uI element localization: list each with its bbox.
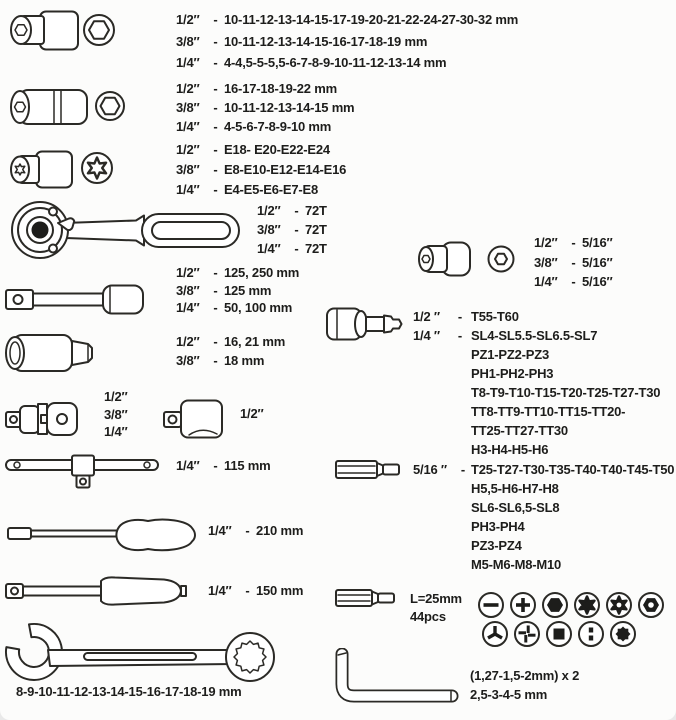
specs-bits-short <box>410 589 462 625</box>
drive-size: 1/4″ <box>176 458 200 473</box>
spec-line <box>471 402 660 421</box>
bit-short-illustration <box>334 588 402 608</box>
drive-size: 1/2″ <box>176 141 200 157</box>
spec-value: SL6-SL6,5-SL8 <box>471 500 560 515</box>
drive-size: 3/8″ <box>176 282 200 298</box>
socket-deep-illustration <box>8 86 90 128</box>
separator: - <box>571 274 576 290</box>
drive-size: 3/8″ <box>176 33 200 49</box>
spec-line <box>413 326 660 345</box>
spec-line <box>471 517 674 536</box>
spec-line <box>257 239 327 258</box>
square-bit-icon <box>547 622 571 646</box>
drive-size: 1/4″ <box>104 424 128 440</box>
separator: - <box>213 33 218 49</box>
hex-socket-face-icon <box>94 90 126 122</box>
spec-line <box>470 685 579 704</box>
spark-plug-socket-illustration <box>4 331 96 375</box>
spec-line <box>176 98 354 117</box>
separator: - <box>213 141 218 157</box>
spec-value: E18- E20-E22-E24 <box>224 141 330 157</box>
spec-line <box>176 299 299 317</box>
separator: - <box>294 203 299 218</box>
spec-line <box>208 581 303 600</box>
spec-value: 125 mm <box>224 282 272 298</box>
spec-line <box>176 9 518 31</box>
spanner-bit-icon <box>579 622 603 646</box>
drive-size: 1/4″ <box>176 300 200 316</box>
spec-value: H3-H4-H5-H6 <box>471 442 549 457</box>
wrench-sizes-label: 8-9-10-11-12-13-14-15-16-17-18-19 mm <box>16 684 242 699</box>
separator: - <box>213 161 218 177</box>
spec-value: TT25-TT27-TT30 <box>471 423 568 438</box>
spec-value: PH3-PH4 <box>471 519 525 534</box>
specs-universal-joint <box>104 388 128 441</box>
drive-size: 1/2″ <box>257 203 281 218</box>
drive-size: 3/8″ <box>176 161 200 177</box>
spec-line <box>534 233 613 253</box>
spec-value: E4-E5-E6-E7-E8 <box>224 181 319 197</box>
spec-value: 72T <box>305 203 327 218</box>
spec-line <box>471 440 660 459</box>
spec-line <box>176 139 346 159</box>
spec-value: PZ3-PZ4 <box>471 538 522 553</box>
spec-line <box>471 555 674 574</box>
spec-value: 4-5-6-7-8-9-10 mm <box>224 119 332 134</box>
hex-key-sizes: (1,27-1,5-2mm) x 2 <box>470 668 580 683</box>
specs-sockets-e <box>176 139 346 199</box>
spec-value: E8-E10-E12-E14-E16 <box>224 161 347 177</box>
spec-line <box>534 253 613 273</box>
drive-size: 3/8″ <box>104 406 128 422</box>
spec-value: T8-T9-T10-T15-T20-T25-T27-T30 <box>471 385 661 400</box>
spec-value: 10-11-12-13-14-15-17-19-20-21-22-24-27-30-32 mm <box>224 12 519 28</box>
specs-bit-sockets <box>413 307 660 459</box>
hex-security-bit-icon <box>639 593 663 617</box>
specs-hex-keys <box>470 666 579 704</box>
spec-line <box>410 589 462 607</box>
phillips-bit-icon <box>511 593 535 617</box>
separator: - <box>213 334 218 349</box>
spec-line <box>176 117 354 136</box>
spec-value: 5/16″ <box>582 235 613 251</box>
separator: - <box>571 254 576 270</box>
adapter-socket-illustration <box>416 240 474 278</box>
drive-size: 1/4″ <box>176 119 200 134</box>
bit-count: 44pcs <box>410 608 446 624</box>
socket-e-type-illustration <box>8 149 76 191</box>
specs-spark-plug <box>176 332 285 370</box>
specs-sockets-standard <box>176 9 518 74</box>
spec-value: 16, 21 mm <box>224 334 286 349</box>
bit-face-icons <box>476 590 668 650</box>
drive-size: 3/8″ <box>257 222 281 237</box>
spec-line <box>104 406 128 424</box>
spec-line <box>471 345 660 364</box>
torx-security-bit-icon <box>607 593 631 617</box>
specs-flex-handle <box>208 581 303 600</box>
spec-value: 5/16″ <box>582 274 613 290</box>
spec-value: SL4-SL5.5-SL6.5-SL7 <box>471 328 598 343</box>
drive-size: 1/2″ <box>104 389 128 405</box>
spec-line <box>413 307 660 326</box>
spec-line <box>413 460 674 479</box>
spec-line <box>104 388 128 406</box>
sliding-t-bar-illustration <box>4 454 162 492</box>
spec-line <box>176 456 271 475</box>
separator: - <box>213 353 218 368</box>
hex-bit-icon <box>543 593 567 617</box>
spec-value: 16-17-18-19-22 mm <box>224 81 337 96</box>
drive-size: 1/2″ <box>534 235 558 251</box>
hex-bit-face-icon <box>487 245 515 273</box>
drive-size: 1/2″ <box>240 406 264 421</box>
flex-handle-illustration <box>4 572 188 610</box>
separator: - <box>457 309 463 324</box>
specs-ratchets <box>257 201 327 258</box>
drive-adapter-illustration <box>162 398 226 440</box>
hex-socket-face-icon <box>82 13 116 47</box>
spec-value: 72T <box>305 222 327 237</box>
specs-sockets-deep <box>176 79 354 136</box>
specs-bits-5-16 <box>413 460 674 574</box>
spec-line <box>257 201 327 220</box>
drive-size: 1/4 ″ <box>413 328 440 343</box>
bit-socket-illustration <box>325 306 405 342</box>
spec-value: 72T <box>305 241 327 256</box>
spec-value: 210 mm <box>256 523 304 538</box>
drive-size: 1/4″ <box>176 181 200 197</box>
bit-length: L=25mm <box>410 590 462 606</box>
spec-value: 115 mm <box>224 458 271 473</box>
ratchet-illustration <box>8 199 242 262</box>
separator: - <box>213 265 218 281</box>
spec-line <box>176 179 346 199</box>
drive-size: 1/2″ <box>176 334 200 349</box>
spec-value: 50, 100 mm <box>224 300 293 316</box>
drive-size: 3/8″ <box>176 353 200 368</box>
slotted-bit-icon <box>479 593 503 617</box>
specs-screwdriver <box>208 521 303 540</box>
spec-value: 150 mm <box>256 583 304 598</box>
separator: - <box>457 328 463 343</box>
specs-adapter <box>240 404 264 423</box>
spec-line <box>534 272 613 292</box>
separator: - <box>294 222 299 237</box>
combination-wrench-illustration <box>4 622 292 684</box>
drive-size: 1/4″ <box>534 274 558 290</box>
separator: - <box>213 81 218 96</box>
spec-line <box>176 79 354 98</box>
spec-line <box>257 220 327 239</box>
spec-value: 10-11-12-13-14-15 mm <box>224 100 355 115</box>
specs-adapter-sockets <box>534 233 613 292</box>
separator: - <box>213 12 218 28</box>
drive-size: 1/2″ <box>176 12 200 28</box>
drive-size: 1/2 ″ <box>413 309 440 324</box>
tri-wing-bit-icon <box>483 622 507 646</box>
torx-socket-face-icon <box>80 151 114 185</box>
separator: - <box>571 235 576 251</box>
socket-standard-illustration <box>8 10 80 52</box>
separator: - <box>294 241 299 256</box>
torx-bit-icon <box>575 593 599 617</box>
specs-extensions <box>176 264 299 317</box>
spec-line <box>104 423 128 441</box>
spec-value: TT8-TT9-TT10-TT15-TT20- <box>471 404 626 419</box>
drive-size: 1/2″ <box>176 265 200 281</box>
drive-size: 1/2″ <box>176 81 200 96</box>
spec-line <box>176 282 299 300</box>
spec-value: T55-T60 <box>471 309 519 324</box>
spec-line <box>240 404 264 423</box>
double-square-bit-icon <box>611 622 635 646</box>
hex-key-illustration <box>332 648 460 706</box>
drive-size: 1/4″ <box>257 241 281 256</box>
spec-value: T25-T27-T30-T35-T40-T40-T45-T50 <box>471 462 675 477</box>
spec-line <box>471 421 660 440</box>
drive-size: 1/4″ <box>208 523 232 538</box>
drive-size: 1/4″ <box>176 55 200 71</box>
separator: - <box>245 523 250 538</box>
separator: - <box>245 583 250 598</box>
screwdriver-illustration <box>6 514 198 554</box>
spec-line <box>176 52 518 74</box>
drive-size: 3/8″ <box>534 254 558 270</box>
separator: - <box>213 181 218 197</box>
separator: - <box>460 462 466 477</box>
spec-line <box>176 159 346 179</box>
spec-line <box>471 498 674 517</box>
drive-size: 5/16 ″ <box>413 462 447 477</box>
extension-bar-illustration <box>4 282 146 316</box>
spec-value: 18 mm <box>224 353 265 368</box>
separator: - <box>213 282 218 298</box>
universal-joint-illustration <box>4 394 82 444</box>
drive-size: 1/4″ <box>208 583 232 598</box>
spec-value: 4-4,5-5-5,5-6-7-8-9-10-11-12-13-14 mm <box>224 55 447 71</box>
torq-set-bit-icon <box>515 622 539 646</box>
spec-line <box>176 264 299 282</box>
spec-line <box>410 607 462 625</box>
spec-line <box>471 536 674 555</box>
spec-value: 125, 250 mm <box>224 265 300 281</box>
spec-line <box>176 351 285 370</box>
spec-line <box>471 479 674 498</box>
spec-line <box>176 332 285 351</box>
spec-value: PH1-PH2-PH3 <box>471 366 554 381</box>
bit-5-16-illustration <box>334 458 402 482</box>
spec-value: M5-M6-M8-M10 <box>471 557 562 572</box>
drive-size: 3/8″ <box>176 100 200 115</box>
spec-line <box>471 383 660 402</box>
separator: - <box>213 458 218 473</box>
specs-t-bar <box>176 456 271 475</box>
spec-line <box>176 31 518 53</box>
spec-line <box>208 521 303 540</box>
spec-value: 5/16″ <box>582 254 613 270</box>
separator: - <box>213 55 218 71</box>
spec-value: H5,5-H6-H7-H8 <box>471 481 559 496</box>
spec-line <box>471 364 660 383</box>
separator: - <box>213 119 218 134</box>
separator: - <box>213 300 218 316</box>
spec-value: PZ1-PZ2-PZ3 <box>471 347 549 362</box>
separator: - <box>213 100 218 115</box>
spec-value: 10-11-12-13-14-15-16-17-18-19 mm <box>224 33 428 49</box>
hex-key-sizes: 2,5-3-4-5 mm <box>470 687 548 702</box>
spec-line <box>470 666 579 685</box>
